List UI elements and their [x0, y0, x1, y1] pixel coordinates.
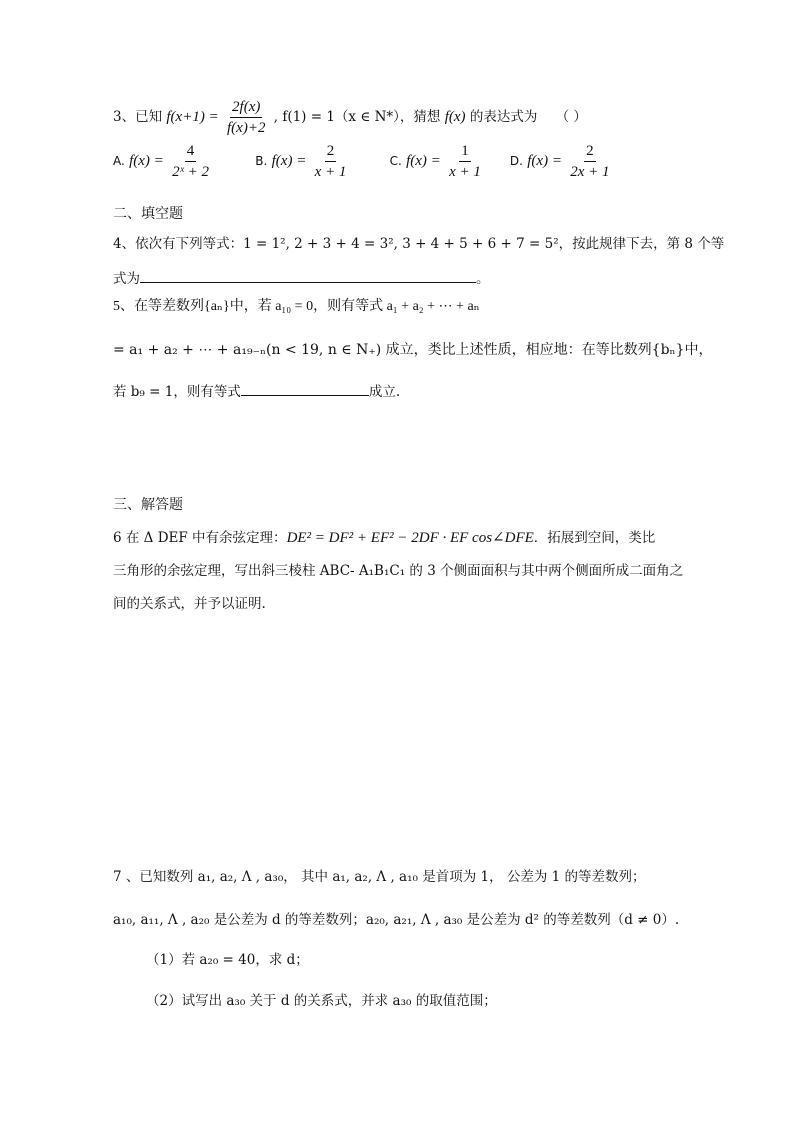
- question-6-line-3: 间的关系式，并予以证明.: [113, 596, 266, 612]
- question-condition: , f(1) = 1（x ∈ N*），猜想: [273, 109, 441, 125]
- function-name: f(x): [444, 109, 466, 125]
- section-fill-in-blank-heading: 二、填空题: [113, 206, 183, 222]
- option-c: C. f(x) = $\frac{1}{x + 1}$: [389, 143, 481, 180]
- question-5-line-3: 若 b₉ = 1，则有等式 成立.: [113, 381, 400, 400]
- question-7-line-1: 7 、已知数列 a₁, a₂, Λ , a₃₀， 其中 a₁, a₂, Λ , a₁₀ 是首项为 1， 公差为 1 的等差数列；: [113, 869, 646, 885]
- answer-blank[interactable]: [140, 268, 476, 283]
- answer-blank[interactable]: [241, 381, 369, 396]
- question-5-line-2: = a₁ + a₂ + ⋯ + a₁₉₋ₙ(n < 19, n ∈ N₊) 成立，类比上述性质，相应地：在等比数列{bₙ}中，: [113, 342, 713, 358]
- question-3-options: [113, 142, 614, 181]
- fraction: $\frac{2f(x)}{f(x)+2}$: [227, 99, 266, 136]
- question-4-line-1: 4、依次有下列等式：1 = 1², 2 + 3 + 4 = 3², 3 + 4 + 5 + 6 + 7 = 5²，按此规律下去，第 8 个等: [113, 236, 725, 252]
- question-3: [113, 98, 587, 137]
- answer-parentheses: （ ）: [555, 109, 587, 125]
- question-text: 已知: [135, 109, 163, 125]
- option-d: D. f(x) = $\frac{2}{2x + 1}$: [509, 143, 610, 180]
- question-7-part-2: （2）试写出 a₃₀ 关于 d 的关系式，并求 a₃₀ 的取值范围；: [146, 993, 497, 1009]
- question-6-line-2: 三角形的余弦定理，写出斜三棱柱 ABC- A₁B₁C₁ 的 3 个侧面面积与其中两个侧面所成二面角之: [113, 563, 684, 579]
- cosine-law-formula: DE² = DF² + EF² − 2DF · EF cos∠DFE: [286, 530, 534, 546]
- option-b: B. f(x) = $\frac{2}{x + 1}$: [255, 143, 347, 180]
- question-text-tail: 的表达式为: [469, 109, 538, 125]
- question-6-line-1: 6 在 Δ DEF 中有余弦定理：DE² = DF² + EF² − 2DF · EF cos∠DFE．拓展到空间，类比: [113, 530, 656, 546]
- question-7-part-1: （1）若 a₂₀ = 40，求 d；: [146, 952, 309, 968]
- question-5-line-1: 5、在等差数列{aₙ}中，若 a₁₀ = 0，则有等式 a₁ + a₂ + ⋯ + aₙ: [113, 299, 480, 314]
- question-4-line-2: 式为 。: [113, 268, 490, 287]
- function-lhs: f(x+1) =: [166, 109, 219, 125]
- option-a: A. f(x) = $\frac{4}{\text{2ˣ + 2}}$: [113, 143, 209, 180]
- section-solve-heading: 三、解答题: [113, 497, 183, 513]
- question-7-line-2: a₁₀, a₁₁, Λ , a₂₀ 是公差为 d 的等差数列；a₂₀, a₂₁, Λ , a₃₀ 是公差为 d² 的等差数列（d ≠ 0）.: [113, 912, 680, 928]
- question-number: 3、: [113, 109, 136, 125]
